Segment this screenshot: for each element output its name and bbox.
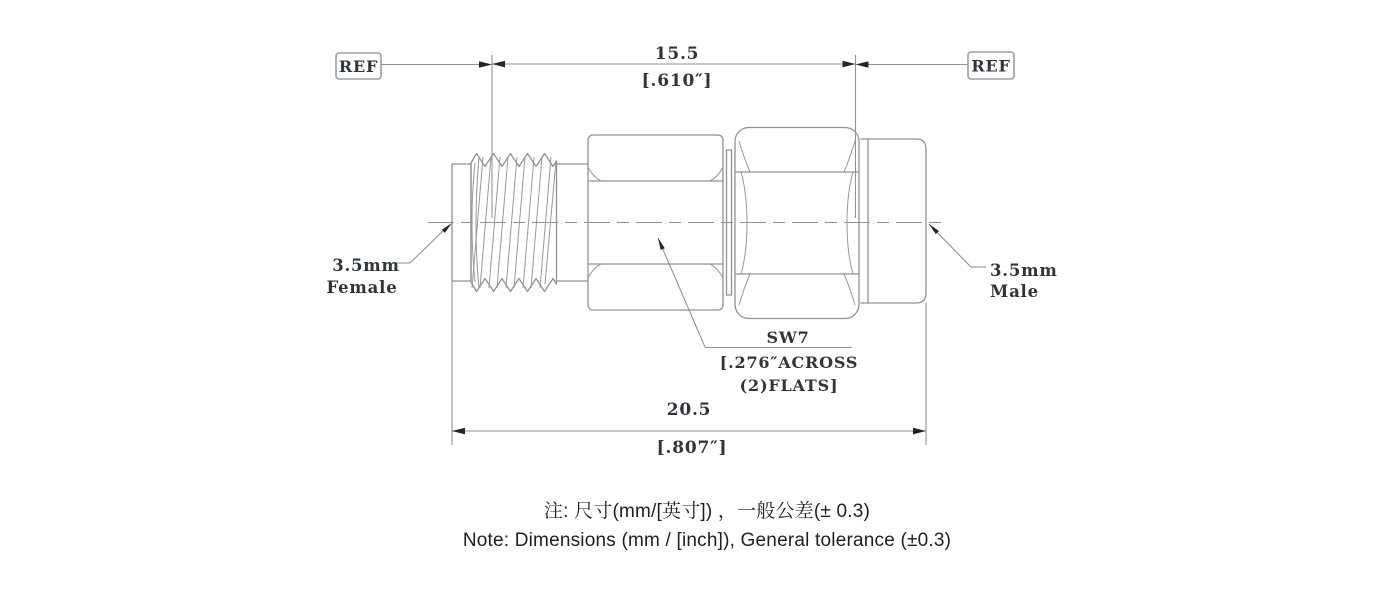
male-label-gender: Male [990, 282, 1039, 301]
sw7-flats-label: (2)FLATS] [739, 376, 839, 395]
arrowhead-female-leader [442, 223, 452, 233]
arrowhead-ref-left [479, 61, 492, 68]
female-label-size: 3.5mm [332, 256, 400, 275]
arrowhead-dim-bottom-left [452, 428, 465, 435]
ref-label-right: REF [971, 56, 1011, 76]
sw7-across-label: [.276″ACROSS [719, 353, 859, 372]
dim-bottom-inch: [.807″] [656, 438, 728, 458]
dim-bottom-mm: 20.5 [666, 400, 712, 420]
arrowhead-ref-right [856, 61, 869, 68]
arrowhead-dim-bottom-right [913, 428, 926, 435]
female-label-gender: Female [326, 278, 398, 297]
dim-top-inch: [.610″] [641, 71, 713, 91]
ref-label-left: REF [338, 57, 379, 76]
arrowhead-dim-top-left [492, 61, 505, 68]
note-line-zh: 注: 尺寸(mm/[英寸]) ，一般公差(± 0.3) [543, 501, 871, 522]
notes-group [463, 500, 951, 551]
arrowhead-dim-top-right [843, 61, 856, 68]
top-dimension-group [336, 44, 1014, 218]
male-end-cylinder [861, 139, 926, 303]
female-label-group [326, 223, 452, 297]
sw7-label: SW7 [766, 328, 810, 347]
sw7-callout-group [658, 238, 858, 395]
male-label-size: 3.5mm [990, 261, 1058, 280]
dim-top-mm: 15.5 [654, 44, 700, 64]
male-label-group [929, 224, 1058, 301]
note-line-en: Note: Dimensions (mm / [inch]), General tolerance (±0.3) [462, 530, 952, 551]
arrowhead-sw7-leader [658, 238, 665, 250]
